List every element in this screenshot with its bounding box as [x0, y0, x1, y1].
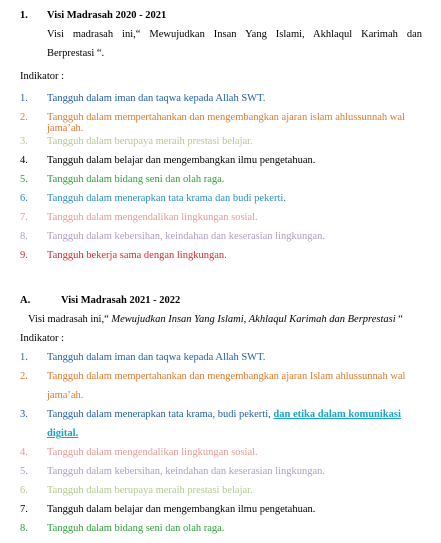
item-text-continued: jama’ah.	[47, 390, 84, 401]
item-text: Tangguh dalam menerapkan tata krama dan budi pekerti.	[47, 193, 286, 204]
item-text: Tangguh dalam belajar dan mengembangkan ilmu pengetahuan.	[47, 155, 316, 166]
item-text: Tangguh dalam kebersihan, keindahan dan keserasian lingkungan.	[47, 466, 326, 477]
item-text: Tangguh bekerja sama dengan lingkungan.	[47, 250, 227, 261]
section2-vision	[28, 314, 403, 325]
section2-title: Visi Madrasah 2021 - 2022	[61, 295, 181, 306]
item-text: Tangguh dalam mempertahankan dan mengembangkan ajaran islam ahlussunnah wal	[47, 112, 405, 123]
section1-vision-line2: Berprestasi “.	[47, 48, 105, 59]
item-text: Tangguh dalam belajar dan mengembangkan ilmu pengetahuan.	[47, 504, 316, 515]
item-number: 3.	[20, 136, 28, 147]
item-number: 1.	[20, 93, 28, 104]
item-text: Tangguh dalam mengendalikan lingkungan sosial.	[47, 212, 258, 223]
section2-indicator-label: Indikator :	[20, 333, 65, 344]
section1-number: 1.	[20, 10, 28, 21]
item-number: 7.	[20, 212, 28, 223]
item-number: 4.	[20, 155, 28, 166]
item-text-main: Tangguh dalam menerapkan tata krama, budi pekerti,	[47, 409, 274, 420]
item-number: 5.	[20, 466, 28, 477]
item-text: Tangguh dalam mengendalikan lingkungan sosial.	[47, 447, 258, 458]
item-text: Tangguh dalam kebersihan, keindahan dan keserasian lingkungan.	[47, 231, 326, 242]
vision-italic: Mewujudkan Insan Yang Islami, Akhlaqul Karimah dan Berprestasi	[111, 314, 396, 325]
item-text: Tangguh dalam iman dan taqwa kepada Allah SWT.	[47, 93, 266, 104]
item-text-continued: jama’ah.	[47, 123, 84, 134]
item-text: Tangguh dalam berupaya meraih prestasi belajar.	[47, 136, 253, 147]
item-number: 6.	[20, 193, 28, 204]
item-number: 2.	[20, 112, 28, 123]
section2-number: A.	[20, 295, 31, 306]
item-text	[47, 409, 401, 420]
item-number: 7.	[20, 504, 28, 515]
item-number: 5.	[20, 174, 28, 185]
tracked-change-link[interactable]: dan etika dalam komunikasi	[273, 409, 401, 420]
item-number: 8.	[20, 231, 28, 242]
item-number: 2.	[20, 371, 28, 382]
section1-title: Visi Madrasah 2020 - 2021	[47, 10, 167, 21]
item-text: Tangguh dalam berupaya meraih prestasi belajar.	[47, 485, 253, 496]
tracked-change-link-continued[interactable]: digital.	[47, 428, 79, 439]
section1-vision-line1: Visi madrasah ini,“ Mewujudkan Insan Yang Islami, Akhlaqul Karimah dan	[47, 29, 422, 40]
item-number: 6.	[20, 485, 28, 496]
item-number: 8.	[20, 523, 28, 534]
item-text: Tangguh dalam bidang seni dan olah raga.	[47, 174, 225, 185]
section1-indicator-label: Indikator :	[20, 71, 65, 82]
item-number: 1.	[20, 352, 28, 363]
item-number: 9.	[20, 250, 28, 261]
vision-prefix: Visi madrasah ini,“	[28, 314, 112, 325]
item-number: 4.	[20, 447, 28, 458]
item-text: Tangguh dalam iman dan taqwa kepada Allah SWT.	[47, 352, 266, 363]
item-text: Tangguh dalam bidang seni dan olah raga.	[47, 523, 225, 534]
item-text: Tangguh dalam mempertahankan dan mengembangkan ajaran Islam ahlussunnah wal	[47, 371, 406, 382]
vision-suffix: “	[395, 314, 403, 325]
item-number: 3.	[20, 409, 28, 420]
